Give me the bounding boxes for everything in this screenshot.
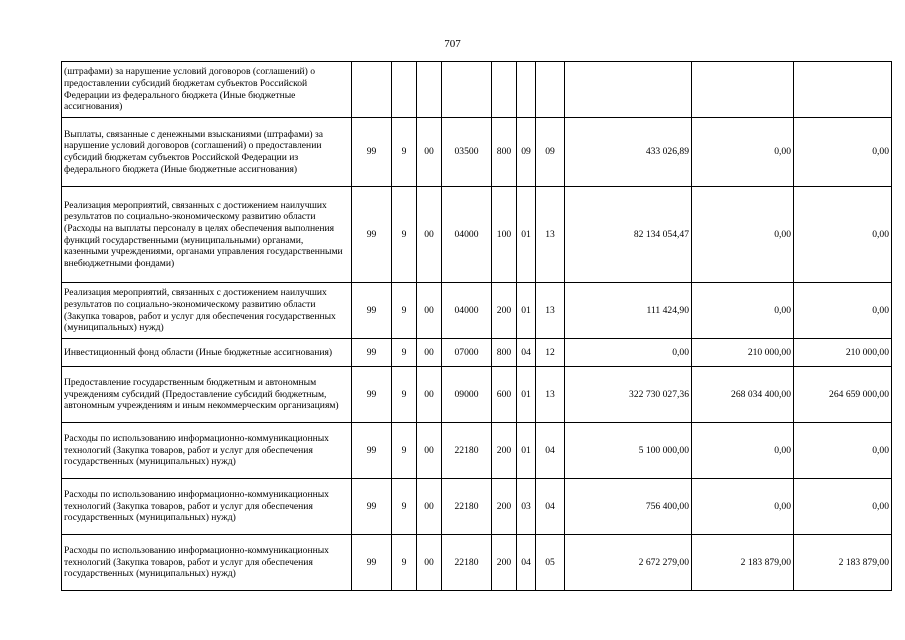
section-code: 01 (517, 283, 536, 339)
row-description: Реализация мероприятий, связанных с достижением наилучших результатов по социально-экономическому развитию области (Расходы на выплаты персоналу в целях обеспечения выполнения функций государственными (муниципальными) органами, казенными учреждениями, органами управления государственными внебюджетными фондами) (62, 187, 352, 283)
section-code: 09 (517, 118, 536, 187)
amount-year-2: 210 000,00 (692, 339, 794, 367)
row-description: Реализация мероприятий, связанных с достижением наилучших результатов по социально-экономическому развитию области (Закупка товаров, работ и услуг для обеспечения государственных (муниципальных) нужд) (62, 283, 352, 339)
amount-year-2: 0,00 (692, 479, 794, 535)
row-description: Расходы по использованию информационно-коммуникационных технологий (Закупка товаров, работ и услуг для обеспечения государственных (муниципальных) нужд) (62, 423, 352, 479)
amount-year-1: 2 672 279,00 (565, 535, 692, 591)
direction-code: 00 (417, 283, 442, 339)
amount-year-3: 0,00 (794, 118, 892, 187)
section-code: 01 (517, 423, 536, 479)
row-description: (штрафами) за нарушение условий договоров (соглашений) о предоставлении субсидий бюджетам субъектов Российской Федерации из федерального бюджета (Иные бюджетные ассигнования) (62, 62, 352, 118)
amount-year-1: 111 424,90 (565, 283, 692, 339)
row-description: Предоставление государственным бюджетным и автономным учреждениям субсидий (Предоставление субсидий бюджетным, автономным учреждениям и иным некоммерческим организациям) (62, 367, 352, 423)
amount-year-1: 322 730 027,36 (565, 367, 692, 423)
row-description: Выплаты, связанные с денежными взысканиями (штрафами) за нарушение условий договоров (соглашений) о предоставлении субсидий бюджетам субъектов Российской Федерации из федерального бюджета (Иные бюджетные ассигнования) (62, 118, 352, 187)
subsection-code: 04 (536, 423, 565, 479)
direction-code: 00 (417, 535, 442, 591)
subsection-code: 12 (536, 339, 565, 367)
amount-year-2: 0,00 (692, 118, 794, 187)
subprogram-code (392, 62, 417, 118)
subprogram-code: 9 (392, 283, 417, 339)
table-row (62, 367, 892, 423)
direction-code (417, 62, 442, 118)
table-row (62, 535, 892, 591)
amount-year-1: 433 026,89 (565, 118, 692, 187)
program-code: 99 (352, 283, 392, 339)
subprogram-code: 9 (392, 118, 417, 187)
amount-year-2: 268 034 400,00 (692, 367, 794, 423)
direction-code: 00 (417, 339, 442, 367)
subprogram-code: 9 (392, 535, 417, 591)
expense-type-code: 200 (492, 535, 517, 591)
table-row (62, 62, 892, 118)
program-code: 99 (352, 187, 392, 283)
section-code: 01 (517, 367, 536, 423)
section-code: 04 (517, 535, 536, 591)
subsection-code: 13 (536, 283, 565, 339)
direction-code: 00 (417, 423, 442, 479)
amount-year-3: 2 183 879,00 (794, 535, 892, 591)
direction-code: 00 (417, 187, 442, 283)
expense-type-code: 100 (492, 187, 517, 283)
section-code (517, 62, 536, 118)
table-row (62, 187, 892, 283)
amount-year-3: 0,00 (794, 283, 892, 339)
expense-code: 09000 (442, 367, 492, 423)
program-code: 99 (352, 118, 392, 187)
expense-type-code: 200 (492, 479, 517, 535)
subsection-code: 13 (536, 187, 565, 283)
subprogram-code: 9 (392, 367, 417, 423)
direction-code: 00 (417, 479, 442, 535)
expense-type-code: 800 (492, 339, 517, 367)
amount-year-1: 82 134 054,47 (565, 187, 692, 283)
expense-code: 22180 (442, 535, 492, 591)
row-description: Расходы по использованию информационно-коммуникационных технологий (Закупка товаров, работ и услуг для обеспечения государственных (муниципальных) нужд) (62, 479, 352, 535)
program-code: 99 (352, 535, 392, 591)
amount-year-3: 0,00 (794, 423, 892, 479)
expense-code: 04000 (442, 283, 492, 339)
expense-code: 03500 (442, 118, 492, 187)
amount-year-2 (692, 62, 794, 118)
subprogram-code: 9 (392, 339, 417, 367)
expense-code: 07000 (442, 339, 492, 367)
amount-year-1: 0,00 (565, 339, 692, 367)
budget-table (61, 61, 892, 591)
amount-year-2: 0,00 (692, 283, 794, 339)
row-description: Расходы по использованию информационно-коммуникационных технологий (Закупка товаров, работ и услуг для обеспечения государственных (муниципальных) нужд) (62, 535, 352, 591)
table-row (62, 283, 892, 339)
amount-year-3: 210 000,00 (794, 339, 892, 367)
expense-code: 22180 (442, 479, 492, 535)
program-code (352, 62, 392, 118)
amount-year-2: 2 183 879,00 (692, 535, 794, 591)
table-row (62, 339, 892, 367)
program-code: 99 (352, 367, 392, 423)
expense-type-code: 800 (492, 118, 517, 187)
row-description: Инвестиционный фонд области (Иные бюджетные ассигнования) (62, 339, 352, 367)
amount-year-1: 756 400,00 (565, 479, 692, 535)
direction-code: 00 (417, 367, 442, 423)
expense-code: 04000 (442, 187, 492, 283)
amount-year-3: 0,00 (794, 187, 892, 283)
expense-type-code: 600 (492, 367, 517, 423)
subprogram-code: 9 (392, 423, 417, 479)
subsection-code: 04 (536, 479, 565, 535)
table-row (62, 423, 892, 479)
direction-code: 00 (417, 118, 442, 187)
subsection-code: 05 (536, 535, 565, 591)
subprogram-code: 9 (392, 479, 417, 535)
page-number: 707 (444, 38, 461, 50)
program-code: 99 (352, 479, 392, 535)
expense-code: 22180 (442, 423, 492, 479)
section-code: 01 (517, 187, 536, 283)
amount-year-3: 0,00 (794, 479, 892, 535)
expense-code (442, 62, 492, 118)
subsection-code (536, 62, 565, 118)
amount-year-2: 0,00 (692, 187, 794, 283)
section-code: 03 (517, 479, 536, 535)
program-code: 99 (352, 423, 392, 479)
expense-type-code: 200 (492, 283, 517, 339)
amount-year-3 (794, 62, 892, 118)
amount-year-3: 264 659 000,00 (794, 367, 892, 423)
expense-type-code: 200 (492, 423, 517, 479)
subsection-code: 09 (536, 118, 565, 187)
amount-year-1 (565, 62, 692, 118)
subsection-code: 13 (536, 367, 565, 423)
subprogram-code: 9 (392, 187, 417, 283)
expense-type-code (492, 62, 517, 118)
section-code: 04 (517, 339, 536, 367)
amount-year-2: 0,00 (692, 423, 794, 479)
table-row (62, 479, 892, 535)
table-row (62, 118, 892, 187)
program-code: 99 (352, 339, 392, 367)
amount-year-1: 5 100 000,00 (565, 423, 692, 479)
